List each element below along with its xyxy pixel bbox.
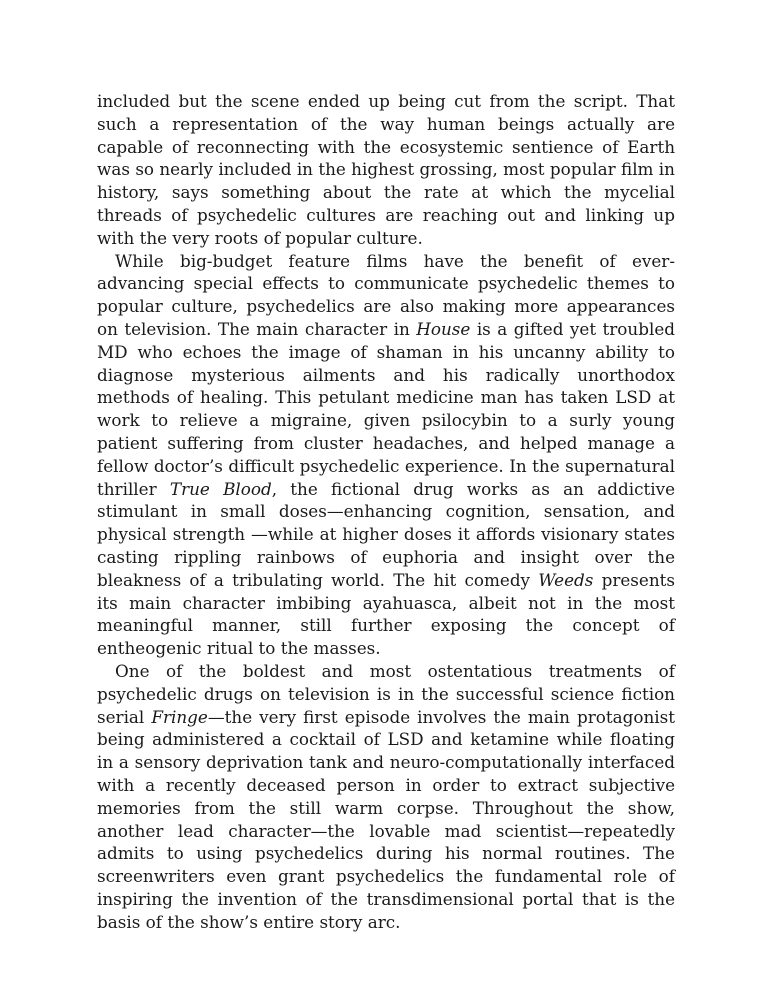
paragraph-text: presents its main character imbibing ayahuasca, albeit not in the most meaningful manner, still further exposing the concept of entheogenic ritual to the masses. <box>97 569 675 659</box>
show-title-fringe: Fringe <box>151 706 208 727</box>
paragraph-text: is a gifted yet troubled MD who echoes the image of shaman in his uncanny ability to diagnose mysterious ailments and his radically unorthodox methods of healing. This petulant medicine man has taken LSD at work to relieve a migraine, given psilocybin to a surly young patient suffering from cluster headaches, and helped manage a fellow doctor’s difficult psychedelic experience. In the supernatural thriller <box>97 318 675 499</box>
paragraph-text: , the fictional drug works as an addictive stimulant in small doses—enhancing cognition, sensation, and physical strength —while at higher doses it affords visionary states casting rippling rainbows of euphoria and insight over the bleakness of a tribulating world. The hit comedy <box>97 478 675 590</box>
paragraph-text: While big-budget feature films have the benefit of ever-advancing special effects to communicate psychedelic themes to popular culture, psychedelics are also making more appearances on television. The main character in <box>97 250 675 339</box>
paragraph-text: One of the boldest and most ostentatious treatments of psychedelic drugs on television is in the successful science fiction serial <box>97 660 675 727</box>
show-title-weeds: Weeds <box>538 569 594 590</box>
show-title-house: House <box>416 318 471 339</box>
paragraph <box>97 660 675 934</box>
paragraph-text: —the very first episode involves the main protagonist being administered a cocktail of LSD and ketamine while floating in a sensory deprivation tank and neuro-computationally interfaced with a recently deceased person in order to extract subjective memories from the still warm corpse. Throughout the show, another lead character—the lovable mad scientist—repeatedly admits to using psychedelics during his normal routines. The screenwriters even grant psychedelics the fundamental role of inspiring the invention of the transdimensional portal that is the basis of the show’s entire story arc. <box>97 706 675 932</box>
paragraph-text: included but the scene ended up being cut from the script. That such a representation of the way human beings actually are capable of reconnecting with the ecosystemic sentience of Earth was so nearly included in the highest grossing, most popular film in history, says something about the rate at which the mycelial threads of psychedelic cultures are reaching out and linking up with the very roots of popular culture. <box>97 91 675 248</box>
show-title-true-blood: True Blood <box>169 478 272 499</box>
paragraph <box>97 90 675 250</box>
page-body <box>97 90 675 933</box>
paragraph <box>97 250 675 660</box>
